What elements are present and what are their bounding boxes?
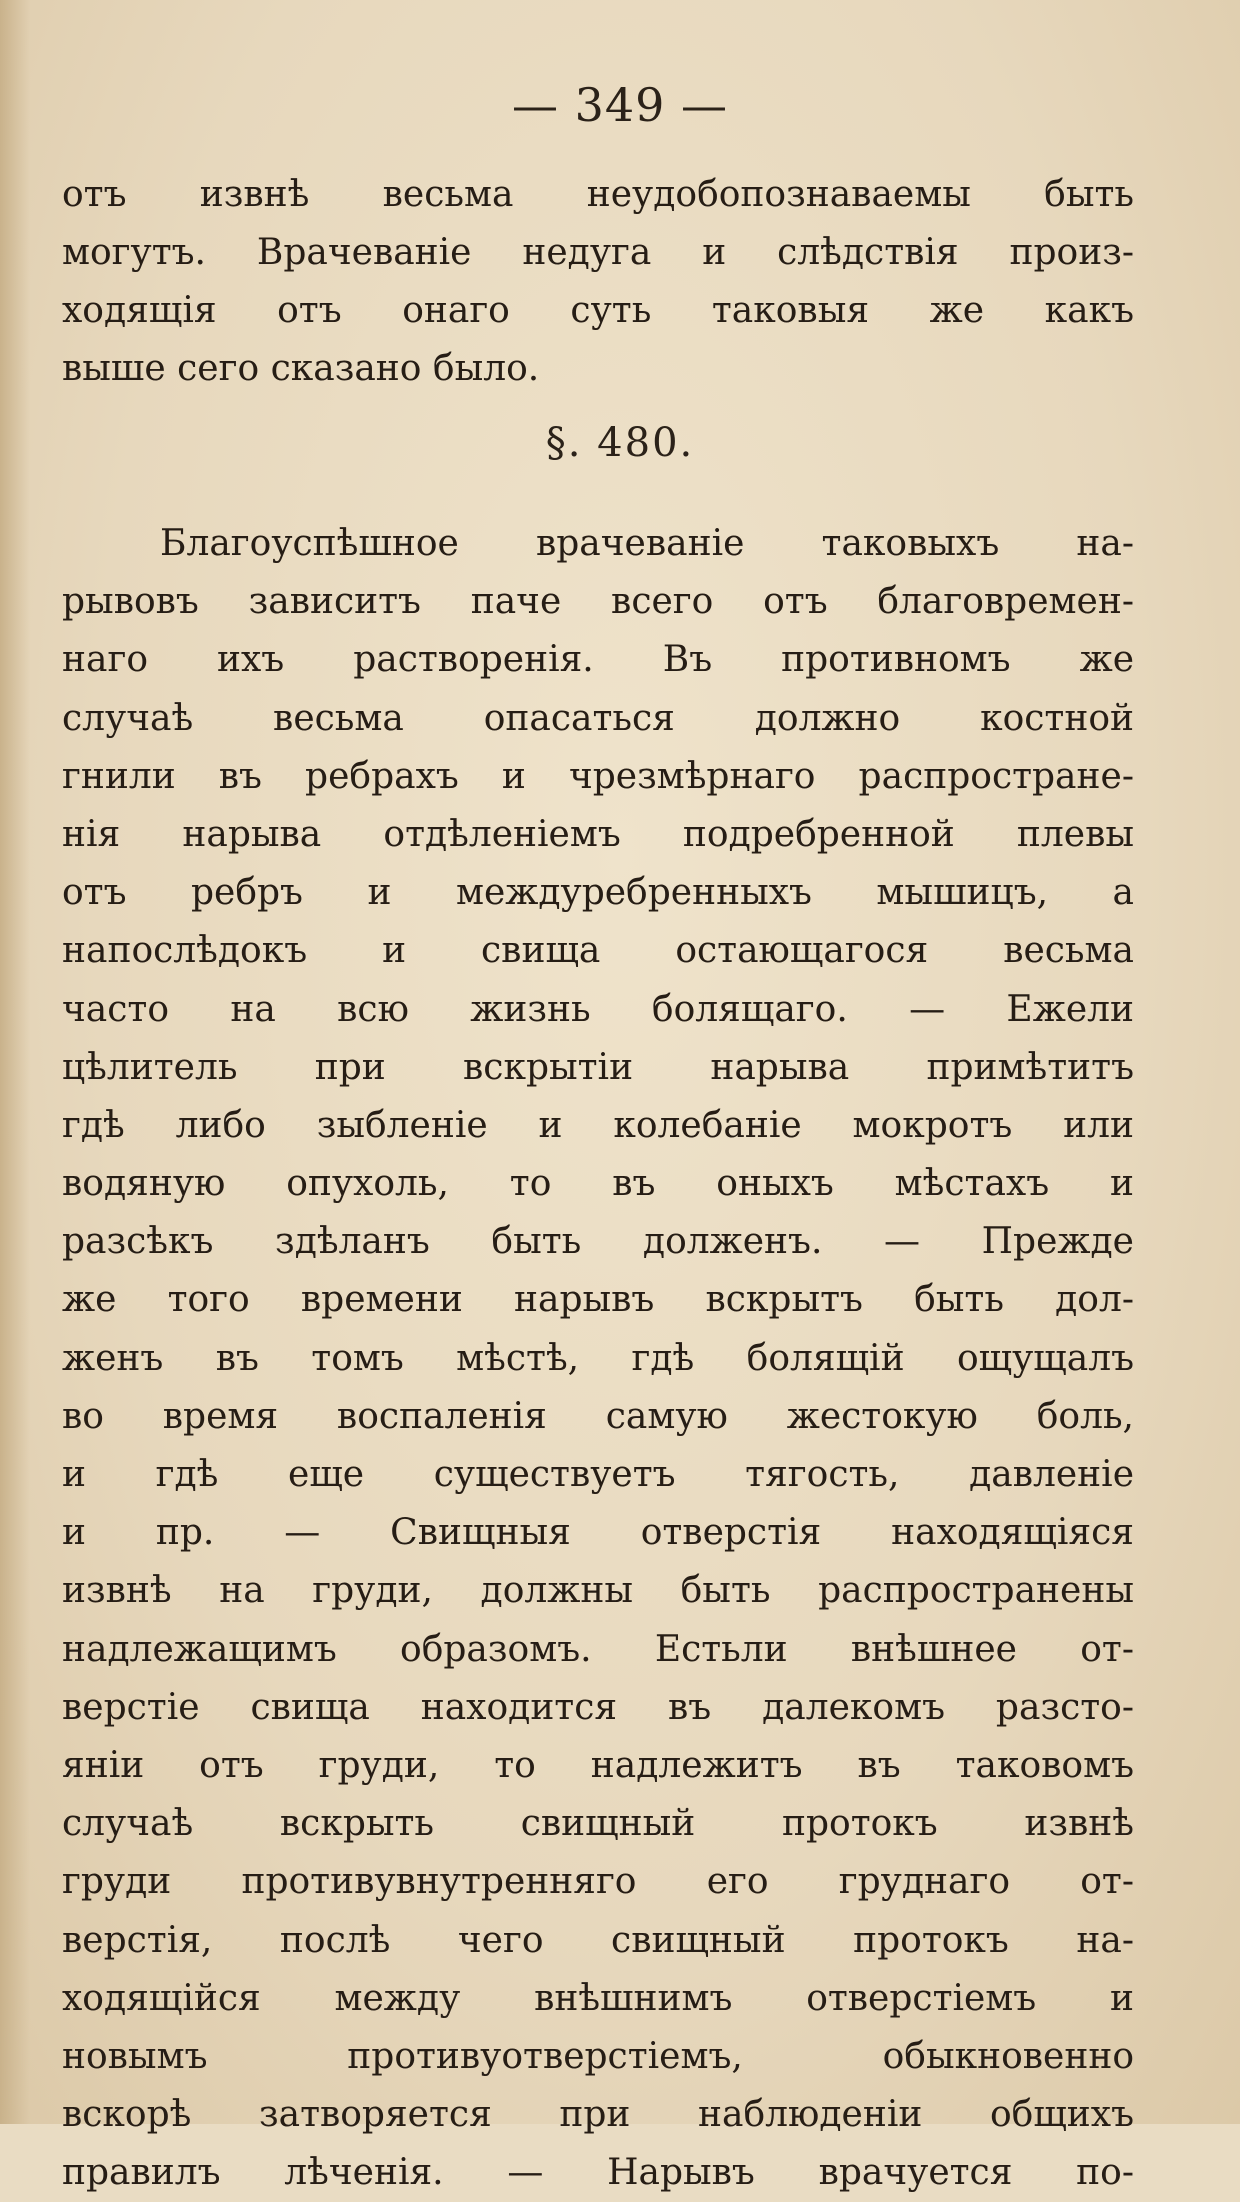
text-line: же того времени нарывъ вскрытъ быть дол- xyxy=(62,1279,1134,1321)
text-line: верстіе свища находится въ далекомъ разсто- xyxy=(62,1686,1134,1728)
text-line: верстія, послѣ чего свищный протокъ на- xyxy=(62,1919,1134,1961)
text-line: груди противувнутренняго его груднаго от- xyxy=(62,1861,1134,1903)
text-line: во время воспаленія самую жестокую боль, xyxy=(62,1395,1134,1437)
text-line: выше сего сказано было. xyxy=(62,348,540,389)
text-line: ходящія отъ онаго суть таковыя же какъ xyxy=(62,290,1134,331)
text-line: ходящійся между внѣшнимъ отверстіемъ и xyxy=(62,1977,1134,2019)
text-line: гнили въ ребрахъ и чрезмѣрнаго распростране- xyxy=(62,755,1134,797)
section-heading: §. 480. xyxy=(545,420,695,466)
text-line: отъ ребръ и междуребренныхъ мышицъ, а xyxy=(62,872,1134,914)
text-line: напослѣдокъ и свища остающагося весьма xyxy=(62,930,1134,972)
text-line: отъ извнѣ весьма неудобопознаваемы быть xyxy=(62,174,1134,215)
text-line: водяную опухоль, то въ оныхъ мѣстахъ и xyxy=(62,1163,1134,1205)
text-line: могутъ. Врачеваніе недуга и слѣдствія произ- xyxy=(62,232,1134,273)
text-line: часто на всю жизнь болящаго. — Ежели xyxy=(62,988,1134,1030)
text-line: Благоуспѣшное врачеваніе таковыхъ на- xyxy=(160,523,1134,564)
text-line: надлежащимъ образомъ. Естьли внѣшнее от- xyxy=(62,1628,1134,1670)
text-line: яніи отъ груди, то надлежитъ въ таковомъ xyxy=(62,1744,1134,1786)
text-line: случаѣ вскрыть свищный протокъ извнѣ xyxy=(62,1803,1134,1845)
text-line: цѣлитель при вскрытіи нарыва примѣтитъ xyxy=(62,1046,1134,1088)
spine-shadow xyxy=(0,0,30,2124)
text-line: наго ихъ растворенія. Въ противномъ же xyxy=(62,639,1134,681)
text-line: гдѣ либо зыбленіе и колебаніе мокротъ или xyxy=(62,1104,1134,1146)
text-line: и пр. — Свищныя отверстія находящіяся xyxy=(62,1512,1134,1554)
text-line: женъ въ томъ мѣстѣ, гдѣ болящій ощущалъ xyxy=(62,1337,1134,1379)
text-line: вскорѣ затворяется при наблюденіи общихъ xyxy=(62,2094,1134,2136)
text-line: правилъ лѣченія. — Нарывъ врачуется по- xyxy=(62,2152,1134,2194)
text-line: извнѣ на груди, должны быть распространены xyxy=(62,1570,1134,1612)
text-line: рывовъ зависитъ паче всего отъ благовремен- xyxy=(62,581,1134,623)
text-line: новымъ противуотверстіемъ, обыкновенно xyxy=(62,2035,1134,2077)
text-line: нія нарыва отдѣленіемъ подребренной плевы xyxy=(62,813,1134,855)
text-line: случаѣ весьма опасаться должно костной xyxy=(62,697,1134,739)
page-number: — 349 — xyxy=(511,78,729,132)
text-line: и гдѣ еще существуетъ тягость, давленіе xyxy=(62,1454,1134,1495)
continuation-paragraph xyxy=(62,166,1134,398)
text-line: разсѣкъ здѣланъ быть долженъ. — Прежде xyxy=(62,1221,1134,1263)
section-paragraph xyxy=(62,515,1134,2202)
